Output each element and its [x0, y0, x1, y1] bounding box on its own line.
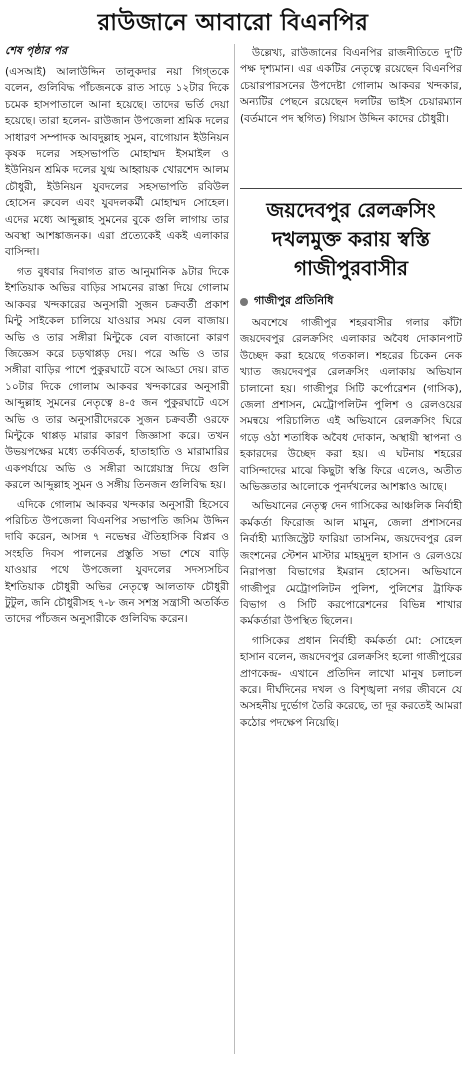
right-top-paragraph-1: উল্লেখ্য, রাউজানের বিএনপির রাজনীতিতে দু'টি পক্ষ দৃশ্যমান। এর একটির নেতৃত্বে রয়েছেন বিএনপির চেয়ারপারসনের উপদেষ্টা গোলাম আকবর খন্দকার, অন্যটির পেছনে রয়েছেন দলটির ভাইস চেয়ারম্যান (বর্তমানে পদ স্থগিত) গিয়াস উদ্দিন কাদের চৌধুরী। — [240, 47, 462, 125]
article-right-bottom-column — [240, 312, 462, 731]
article-right-top-column — [240, 42, 462, 127]
right-paragraph-2: অভিযানের নেতৃত্ব দেন গাসিকের আঞ্চলিক নির্বাহী কর্মকর্তা ফিরোজ আল মামুন, জেলা প্রশাসনের নির্বাহী ম্যাজিস্ট্রেট ফারিয়া তাসনিম, জয়দেবপুর রেল জংশনের স্টেশন মাস্টার মাহমুদুল হাসান ও রেলওয়ে নিরাপত্তা বিভাগের ইমরান হোসেন। অভিযানে গাজীপুর মেট্রোপলিটন পুলিশ, পুলিশের ট্রাফিক বিভাগ ও সিটি করপোরেশনের বিভিন্ন শাখার কর্মকর্তারা উপস্থিত ছিলেন। — [240, 500, 462, 628]
byline — [240, 292, 462, 311]
left-paragraph-3: এদিকে গোলাম আকবর খন্দকার অনুসারী হিসেবে পরিচিত উপজেলা বিএনপির সভাপতি জসিম উদ্দিন দাবি করেন, আসন্ন ৭ নভেম্বর ঐতিহাসিক বিপ্লব ও সংহতি দিবস পালনের প্রস্তুতি সভা শেষে বাড়ি যাওয়ার পথে উপজেলা যুবদলের সদস্যসচিব ইশতিয়াক চৌধুরী অভির নেতৃত্বে আলতাফ চৌধুরী টুটুল, জনি চৌধুরীসহ ৭-৮ জন সশস্ত্র সন্ত্রাসী অতর্কিত তাদের পাঁচজন অনুসারীকে গুলিবিদ্ধ করেন। — [5, 498, 229, 626]
right-paragraph-1: অবশেষে গাজীপুর শহরবাসীর গলার কাঁটা জয়দেবপুর রেলক্রসিং এলাকার অবৈধ দোকানপাট উচ্ছেদ করা হয়েছে গতকাল। শহরের চিকেন নেক খ্যাত জয়দেবপুর রেলক্রসিং এলাকায় অভিযান চালানো হয়। গাজীপুর সিটি কর্পোরেশন (গাসিক), জেলা প্রশাসন, মেট্রোপলিটন পুলিশ ও রেলওয়ের সমন্বয়ে পরিচালিত এই অভিযানে রেলক্রসিং ঘিরে গড়ে ওঠা শতাধিক অবৈধ দোকান, অস্থায়ী স্থাপনা ও হকারদের উচ্ছেদ করা হয়। এ ঘটনায় শহরের বাসিন্দাদের মাঝে কিছুটা স্বস্তি ফিরে এলেও, অতীত অভিজ্ঞতার আলোকে পুনর্দখলের আশঙ্কাও আছে। — [240, 317, 462, 494]
left-paragraph-1: (এসআই) আলাউদ্দিন তালুকদার নয়া গিগ্তকে বলেন, গুলিবিদ্ধ পাঁচজনকে রাত সাড়ে ১২টার দিকে চমেক হাসপাতালে আনা হয়েছে। তাদের ভর্তি দেয়া হয়েছে। তারা হলেন- রাউজান উপজেলা শ্রমিক দলের সাধারণ সম্পাদক আবদুল্লাহ সুমন, বাগোয়ান ইউনিয়ন কৃষক দলের সহসভাপতি মোহাম্মদ ইসমাইল ও ইউনিয়ন শ্রমিক দলের যুগ্ম আহ্বায়ক খোরশেদ আলম চৌধুরী, ইউনিয়ন যুবদলের সহসভাপতি রবিউল হোসেন রুবেল এবং যুবদলকর্মী মোহাম্মদ সোহেল। এদের মধ্যে আব্দুল্লাহ সুমনের বুকে গুলি লাগায় তার অবস্থা আশঙ্কাজনক। এরা প্রত্যেকেই একই এলাকার বাসিন্দা। — [5, 66, 229, 259]
headline-joydebpur: জয়দেবপুর রেলক্রসিং দখলমুক্ত করায় স্বস্তি গাজীপুরবাসীর — [266, 198, 436, 280]
bullet-icon — [240, 298, 248, 306]
byline-text: গাজীপুর প্রতিনিধি — [254, 294, 334, 307]
article-left-column — [5, 42, 229, 628]
headline-rouzan: রাউজানে আবারো বিএনপির — [97, 10, 369, 36]
left-paragraph-2: গত বুধবার দিবাগত রাত আনুমানিক ৯টার দিকে ইশতিয়াক অভির বাড়ির সামনের রাস্তা দিয়ে গোলাম আকবর খন্দকারের অনুসারী সুজন চক্রবর্তী প্রকাশ মিন্টু সাইকেল চালিয়ে যাওয়ার সময় বেল বাজায়। অভি ও তার সঙ্গীরা মিন্টুকে বেল বাজানো কারণ জিজ্ঞেস করে চড়থাপ্পড় দেয়। পরে অভি ও তার সঙ্গীরা বাড়ির পাশে পুকুরঘাটে বসে আড্ডা দেয়। রাত ১০টার দিকে গোলাম আকবর খন্দকারের অনুসারী আব্দুল্লাহ সুমনের নেতৃত্বে ৪-৫ জন পুকুরঘাটে এসে অভি ও তার অনুসারীদেরকে সুজন চক্রবর্তী ওরফে মিন্টুকে থাপ্পড় মারার কারণ জিজ্ঞাসা করে। তখন উভয়পক্ষের মধ্যে তর্কবিতর্ক, হাতাহাতি ও মারামারির একপর্যায়ে অভি ও সঙ্গীরা আগ্নেয়াস্ত্র দিয়ে গুলি করলে আব্দুল্লাহ সুমন ও সঙ্গীয় তিনজন গুলিবিদ্ধ হয়। — [5, 265, 229, 492]
column-divider — [234, 44, 235, 1054]
continued-from-label: শেষ পৃষ্ঠার পর — [5, 44, 68, 57]
section-rule — [240, 188, 462, 189]
right-paragraph-3: গাসিকের প্রধান নির্বাহী কর্মকর্তা মো: সোহেল হাসান বলেন, জয়দেবপুর রেলক্রসিং হলো গাজীপুরের প্রাণকেন্দ্র- এখানে প্রতিদিন লাখো মানুষ চলাচল করে। দীর্ঘদিনের দখল ও বিশৃঙ্খলা নগর জীবনে যে অসহনীয় দুর্ভোগ তৈরি করেছে, তা দূর করতেই আমরা কঠোর পদক্ষেপ নিয়েছি। — [240, 634, 462, 729]
